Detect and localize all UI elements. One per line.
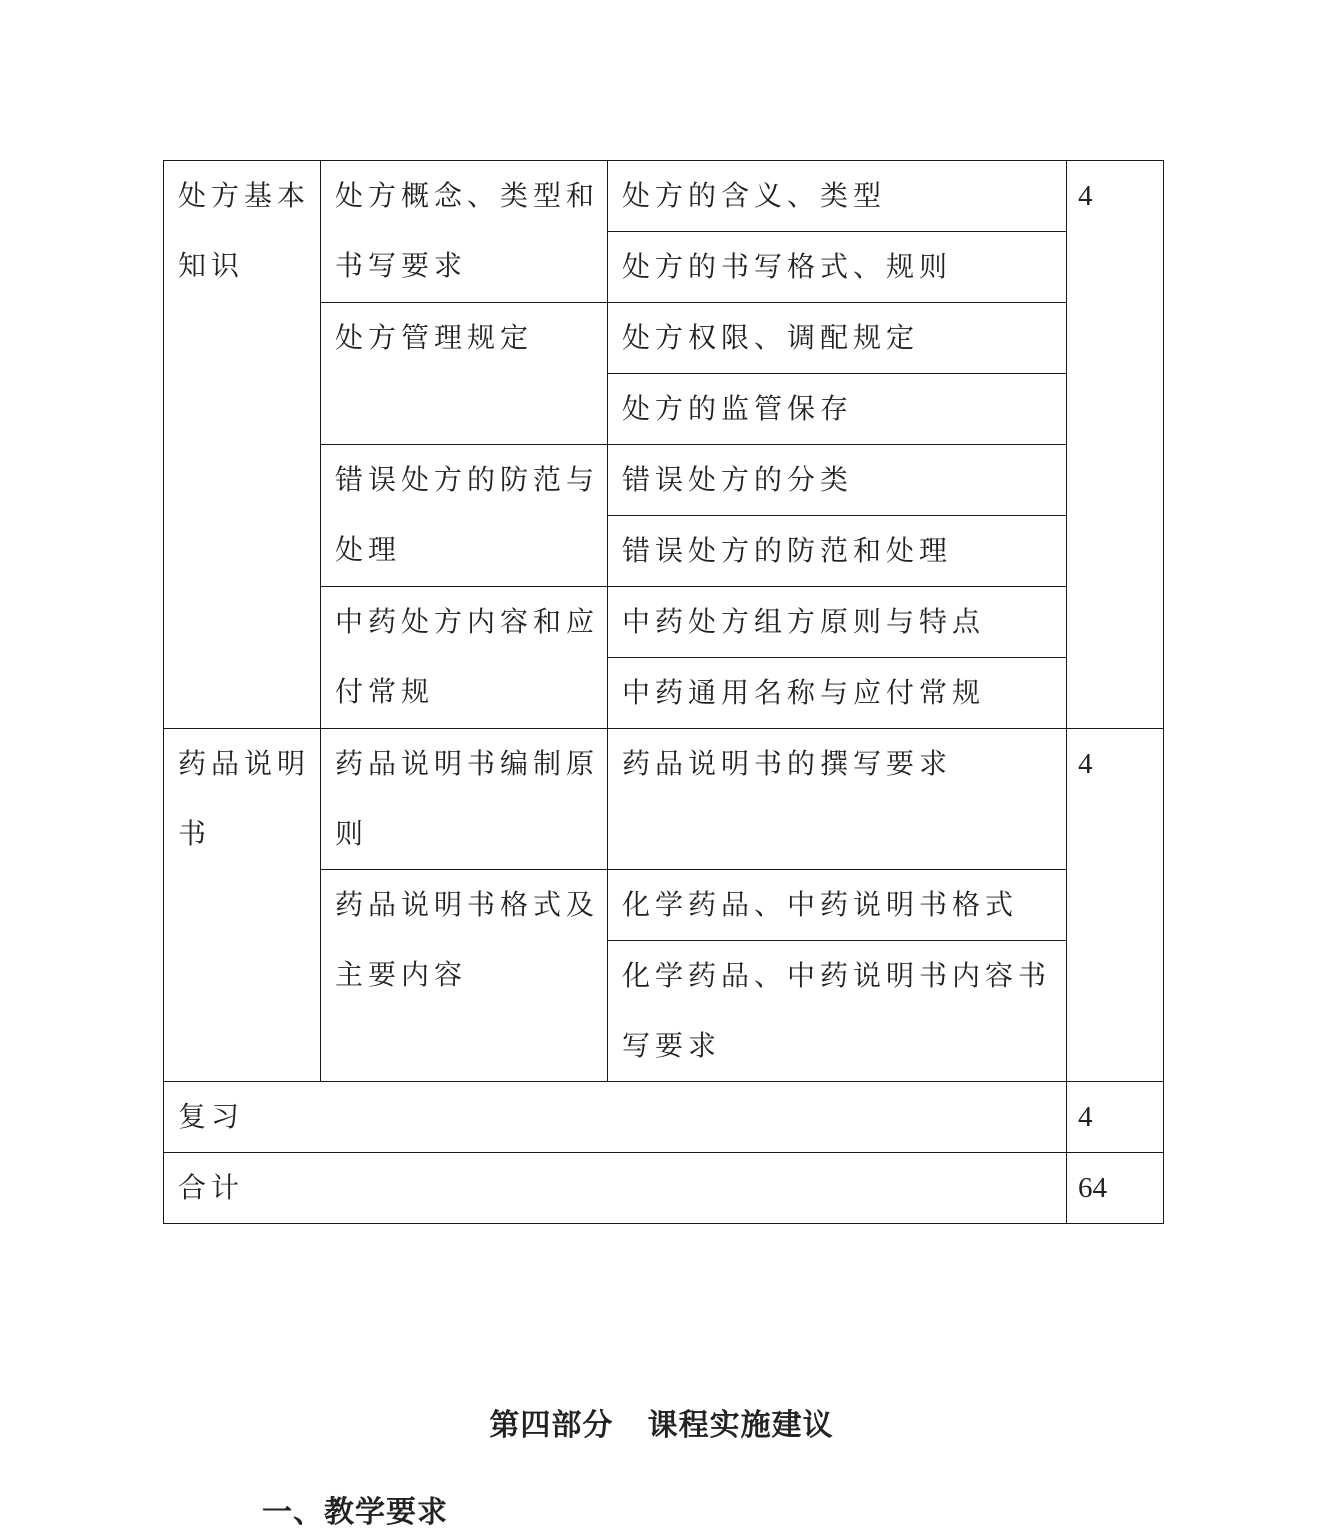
subtopic-leaflet-principle: 药品说明书编制原则 <box>321 729 608 870</box>
hours-drug-leaflet: 4 <box>1067 729 1164 1082</box>
review-hours: 4 <box>1067 1082 1164 1153</box>
table-row <box>164 1153 1164 1224</box>
table-row <box>164 1082 1164 1153</box>
item-prescription-format: 处方的书写格式、规则 <box>608 232 1067 303</box>
item-leaflet-format: 化学药品、中药说明书格式 <box>608 870 1067 941</box>
subtopic-leaflet-format: 药品说明书格式及主要内容 <box>321 870 608 1082</box>
subtopic-prescription-concept: 处方概念、类型和书写要求 <box>321 161 608 303</box>
topic-prescription-basics: 处方基本知识 <box>164 161 321 729</box>
item-leaflet-writing: 药品说明书的撰写要求 <box>608 729 1067 870</box>
hours-prescription-basics: 4 <box>1067 161 1164 729</box>
item-error-handling: 错误处方的防范和处理 <box>608 516 1067 587</box>
total-hours: 64 <box>1067 1153 1164 1224</box>
review-label: 复习 <box>164 1082 1067 1153</box>
item-tcm-names: 中药通用名称与应付常规 <box>608 658 1067 729</box>
subtopic-prescription-management: 处方管理规定 <box>321 303 608 445</box>
item-prescription-supervision: 处方的监管保存 <box>608 374 1067 445</box>
item-error-classification: 错误处方的分类 <box>608 445 1067 516</box>
table-row <box>164 729 1164 870</box>
subtopic-error-prescription: 错误处方的防范与处理 <box>321 445 608 587</box>
section-title: 第四部分 课程实施建议 <box>489 1408 834 1443</box>
curriculum-hours-table <box>163 160 1164 1224</box>
subtopic-tcm-prescription: 中药处方内容和应付常规 <box>321 587 608 729</box>
table-row <box>164 161 1164 232</box>
total-label: 合计 <box>164 1153 1067 1224</box>
topic-drug-leaflet: 药品说明书 <box>164 729 321 1082</box>
item-leaflet-content: 化学药品、中药说明书内容书写要求 <box>608 941 1067 1082</box>
item-prescription-meaning: 处方的含义、类型 <box>608 161 1067 232</box>
item-prescription-authority: 处方权限、调配规定 <box>608 303 1067 374</box>
item-tcm-principles: 中药处方组方原则与特点 <box>608 587 1067 658</box>
subsection-title: 一、教学要求 <box>262 1495 448 1530</box>
